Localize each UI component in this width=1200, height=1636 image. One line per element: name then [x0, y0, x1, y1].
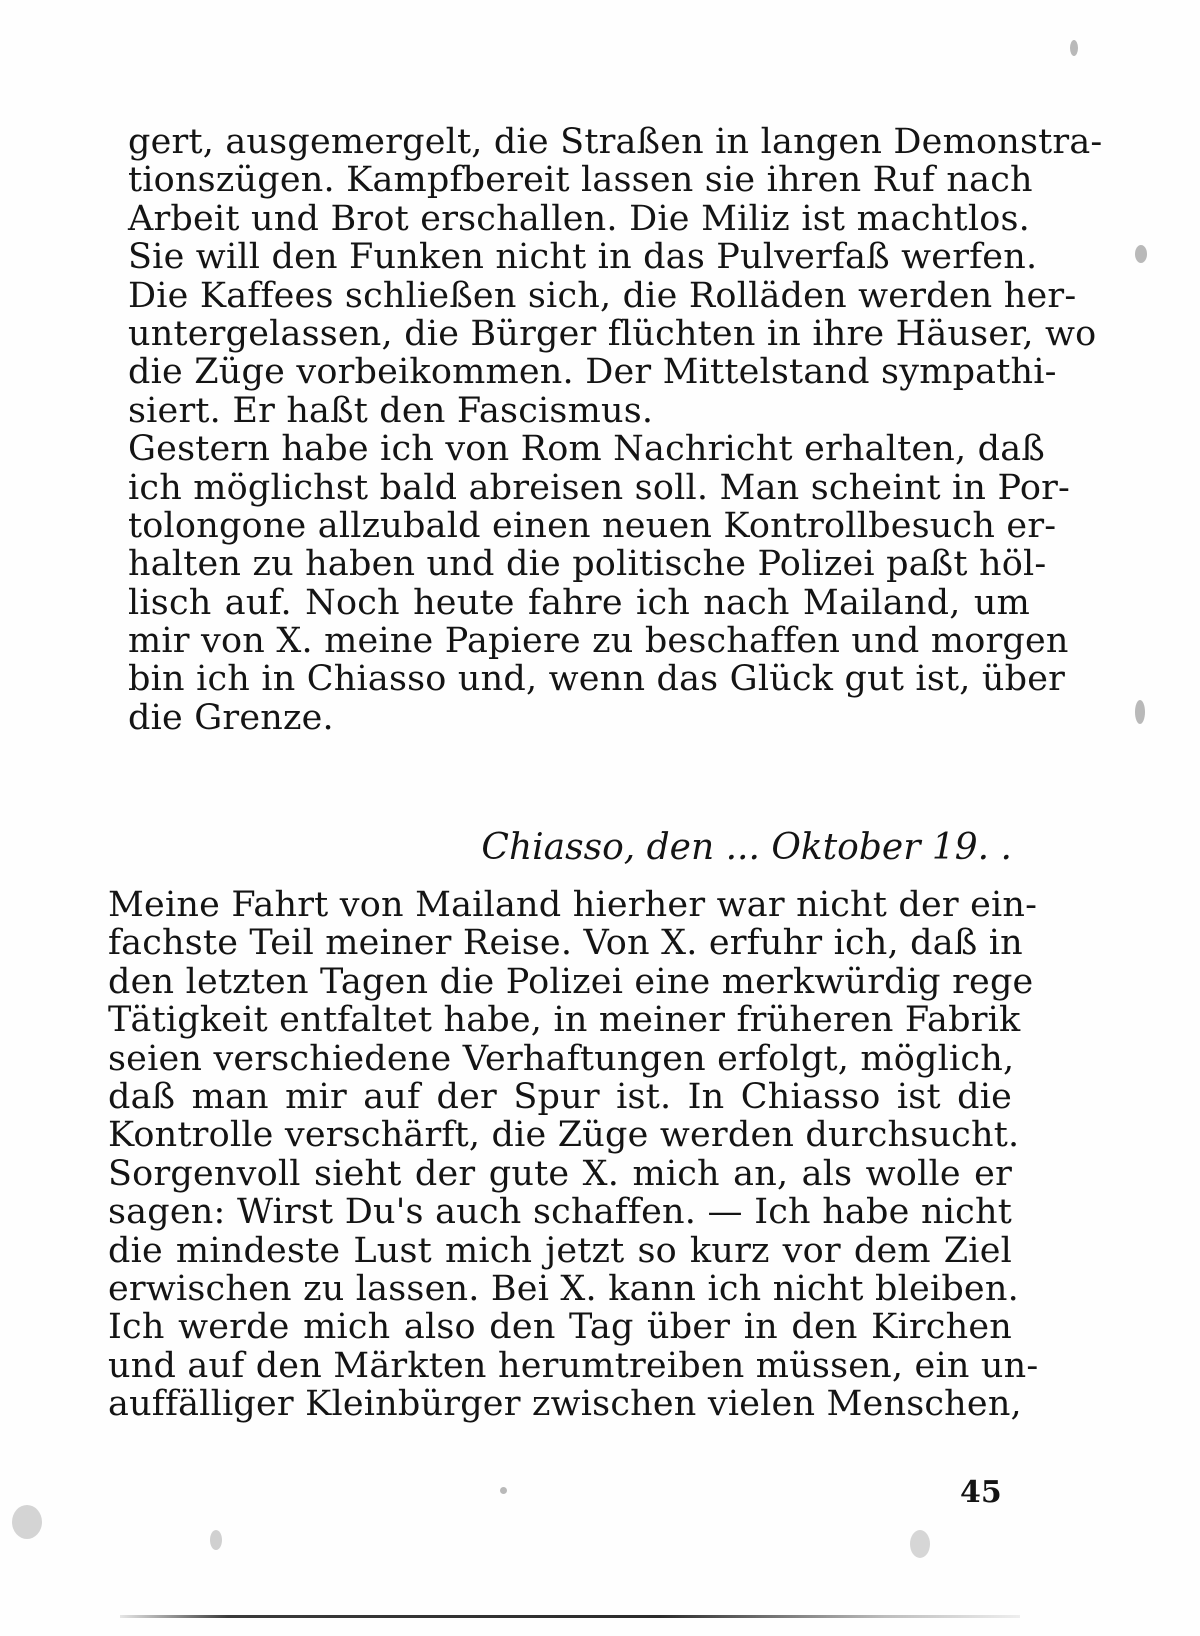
scan-edge-line: [120, 1615, 1020, 1618]
text-line: fachste Teil meiner Reise. Von X. erfuhr ich, daß in: [108, 923, 1023, 964]
text-line: die Grenze.: [128, 697, 334, 738]
dateline: Chiasso, den ... Oktober 19. .: [481, 827, 1012, 868]
scan-speck: [500, 1487, 507, 1494]
text-line: lisch auf. Noch heute fahre ich nach Mailand, um: [128, 582, 1030, 623]
text-line: sagen: Wirst Du's auch schaffen. — Ich habe nicht: [108, 1192, 1012, 1233]
scan-speck: [910, 1530, 930, 1558]
text-line: untergelassen, die Bürger flüchten in ihre Häuser, wo: [128, 313, 1097, 354]
text-line: auffälliger Kleinbürger zwischen vielen Menschen,: [108, 1384, 1022, 1425]
text-line: tionszügen. Kampfbereit lassen sie ihren Ruf nach: [128, 160, 1033, 201]
text-line: erwischen zu lassen. Bei X. kann ich nicht bleiben.: [108, 1268, 1019, 1309]
text-line: bin ich in Chiasso und, wenn das Glück gut ist, über: [128, 659, 1066, 700]
text-line: siert. Er haßt den Fascismus.: [128, 390, 654, 431]
scan-speck: [1135, 700, 1145, 724]
text-block-top: [128, 122, 1103, 738]
text-line: Tätigkeit entfaltet habe, in meiner früheren Fabrik: [108, 1000, 1021, 1041]
text-line: und auf den Märkten herumtreiben müssen, ein un-: [108, 1345, 1039, 1386]
paragraph: [108, 885, 1039, 1425]
paragraph: [128, 429, 1071, 738]
text-line: Sorgenvoll sieht der gute X. mich an, als wolle er: [108, 1153, 1012, 1194]
text-line: Ich werde mich also den Tag über in den Kirchen: [108, 1307, 1012, 1348]
text-line: Arbeit und Brot erschallen. Die Miliz ist machtlos.: [128, 198, 1030, 239]
text-line: seien verschiedene Verhaftungen erfolgt, möglich,: [108, 1038, 1015, 1079]
text-line: Sie will den Funken nicht in das Pulverfaß werfen.: [128, 237, 1038, 278]
text-line: ich möglichst bald abreisen soll. Man scheint in Por-: [128, 467, 1071, 508]
text-line: Kontrolle verschärft, die Züge werden durchsucht.: [108, 1115, 1020, 1156]
scan-speck: [210, 1530, 222, 1550]
text-block-bottom: [108, 885, 1039, 1425]
text-line: die mindeste Lust mich jetzt so kurz vor dem Ziel: [108, 1230, 1012, 1271]
text-line: gert, ausgemergelt, die Straßen in langen Demonstra-: [128, 122, 1103, 162]
text-line: mir von X. meine Papiere zu beschaffen und morgen: [128, 621, 1069, 662]
page-number: 45: [960, 1475, 1002, 1510]
text-line: halten zu haben und die politische Polizei paßt höl-: [128, 544, 1047, 585]
scan-speck: [12, 1505, 42, 1539]
text-line: Gestern habe ich von Rom Nachricht erhalten, daß: [128, 429, 1045, 470]
text-line: Meine Fahrt von Mailand hierher war nicht der ein-: [108, 885, 1038, 925]
text-line: den letzten Tagen die Polizei eine merkwürdig rege: [108, 961, 1034, 1002]
text-line: daß man mir auf der Spur ist. In Chiasso ist die: [108, 1076, 1012, 1117]
text-line: tolongone allzubald einen neuen Kontrollbesuch er-: [128, 505, 1057, 546]
text-line: die Züge vorbeikommen. Der Mittelstand sympathi-: [128, 352, 1057, 393]
scan-speck: [1070, 40, 1078, 56]
text-line: Die Kaffees schließen sich, die Rolläden werden her-: [128, 275, 1077, 316]
paragraph: [128, 122, 1103, 431]
scan-speck: [1135, 245, 1147, 263]
